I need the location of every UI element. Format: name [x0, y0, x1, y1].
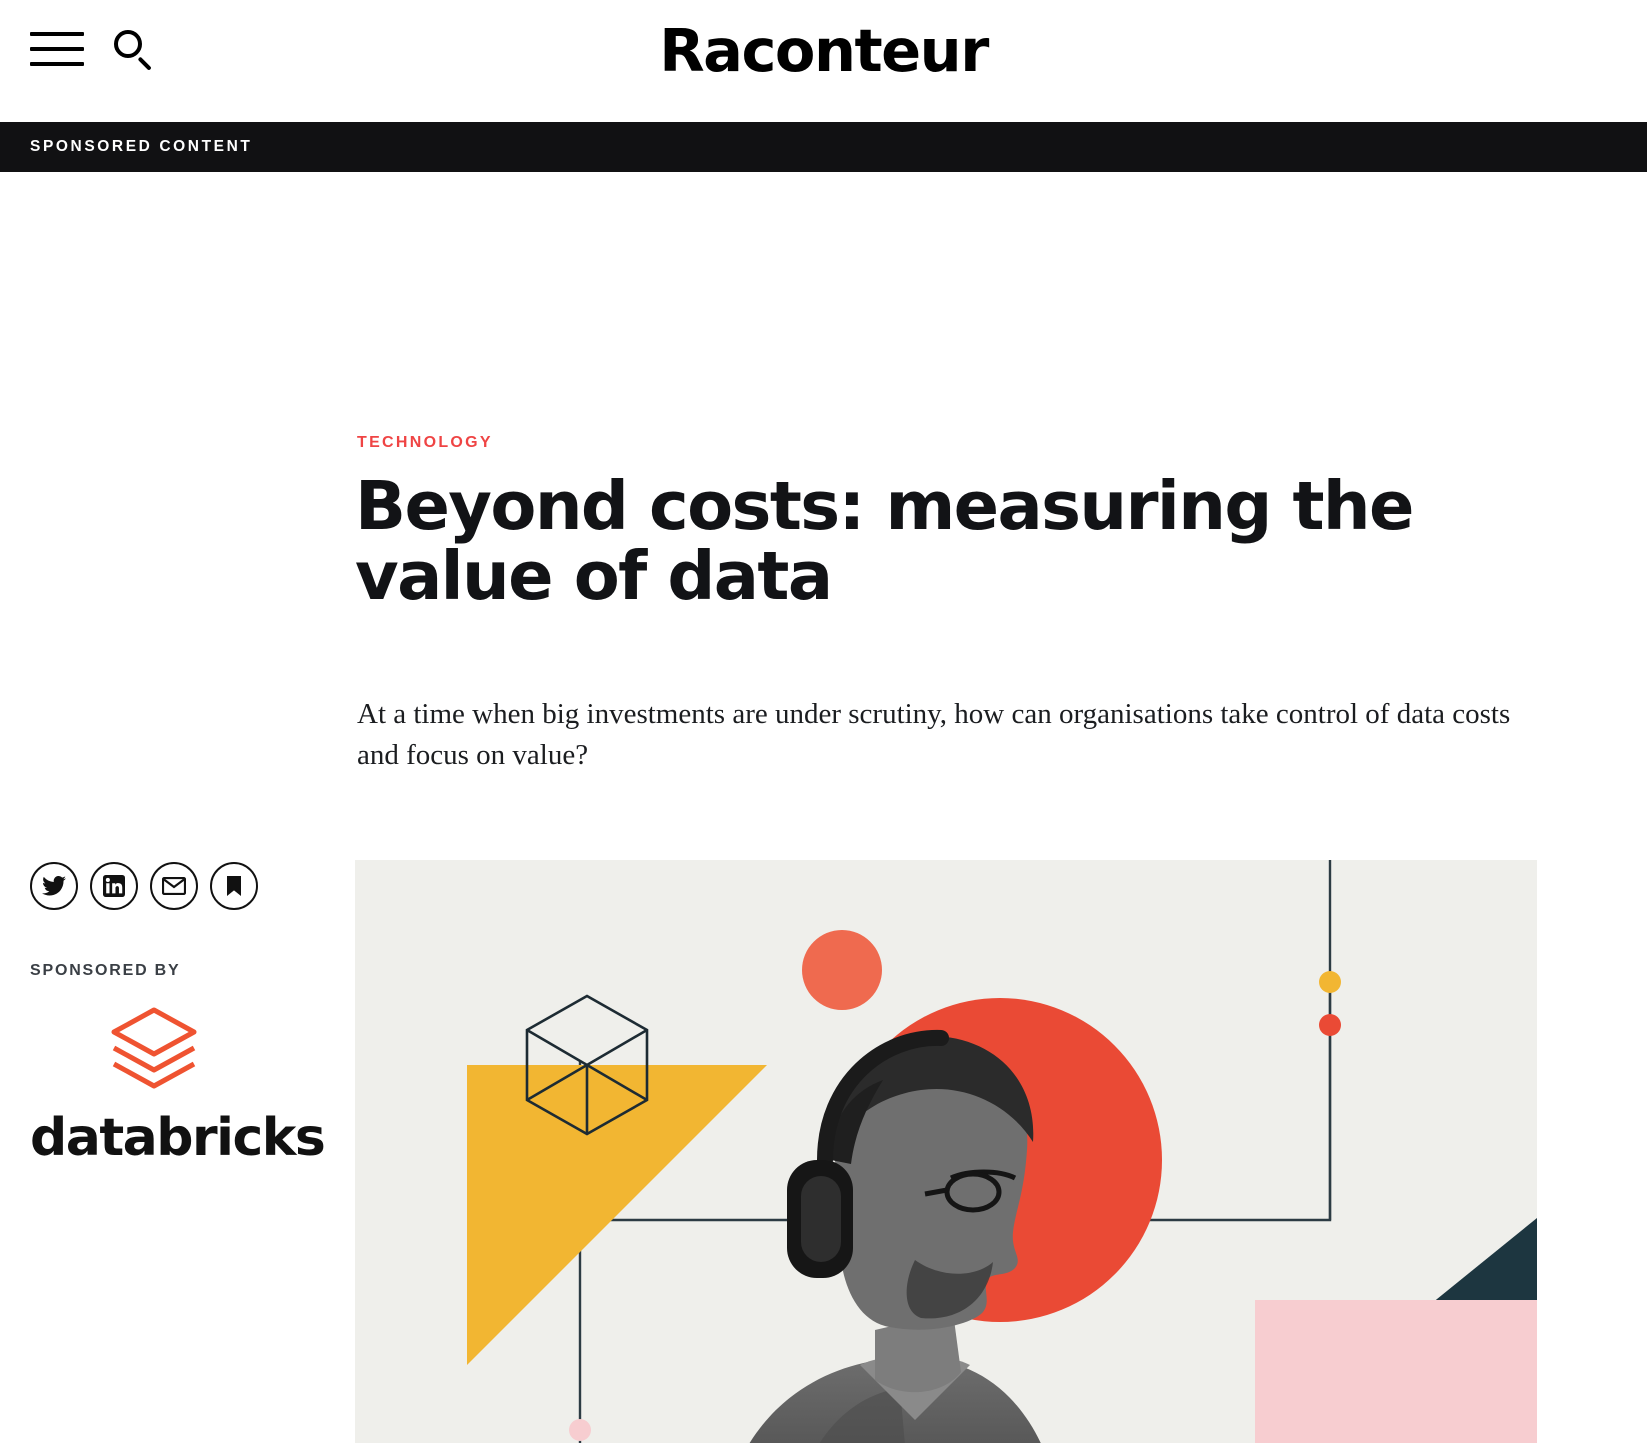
- site-header: [0, 0, 1647, 122]
- article-hero-image: [355, 860, 1537, 1443]
- hamburger-icon[interactable]: [30, 29, 84, 69]
- search-icon-ring: [114, 30, 142, 58]
- article-category[interactable]: TECHNOLOGY: [357, 434, 493, 451]
- search-icon[interactable]: [112, 28, 154, 70]
- hamburger-bar: [30, 47, 84, 51]
- left-rail: [30, 862, 325, 1168]
- linkedin-icon: [103, 875, 125, 897]
- email-share-button[interactable]: [150, 862, 198, 910]
- twitter-share-button[interactable]: [30, 862, 78, 910]
- bookmark-button[interactable]: [210, 862, 258, 910]
- envelope-icon: [162, 877, 186, 895]
- share-buttons: [30, 862, 320, 910]
- search-icon-handle: [138, 57, 152, 71]
- linkedin-share-button[interactable]: [90, 862, 138, 910]
- page-title: Beyond costs: measuring the value of data: [355, 467, 1413, 615]
- article-content: [0, 172, 1647, 1168]
- hamburger-bar: [30, 32, 84, 36]
- databricks-mark-icon: [104, 1002, 204, 1102]
- sponsored-content-label: SPONSORED CONTENT: [30, 138, 253, 155]
- sponsor-name: databricks: [30, 1108, 325, 1168]
- bookmark-icon: [226, 875, 242, 897]
- site-logo[interactable]: Raconteur: [659, 16, 988, 85]
- sponsor-logo[interactable]: [30, 1002, 325, 1168]
- header-left-controls: [30, 28, 154, 70]
- sponsored-by-label: SPONSORED BY: [30, 962, 181, 979]
- twitter-icon: [42, 876, 66, 896]
- hamburger-bar: [30, 62, 84, 66]
- article-standfirst: At a time when big investments are under scrutiny, how can organisations take control of data costs and focus on value?: [357, 698, 1511, 772]
- sponsored-content-bar: [0, 122, 1647, 172]
